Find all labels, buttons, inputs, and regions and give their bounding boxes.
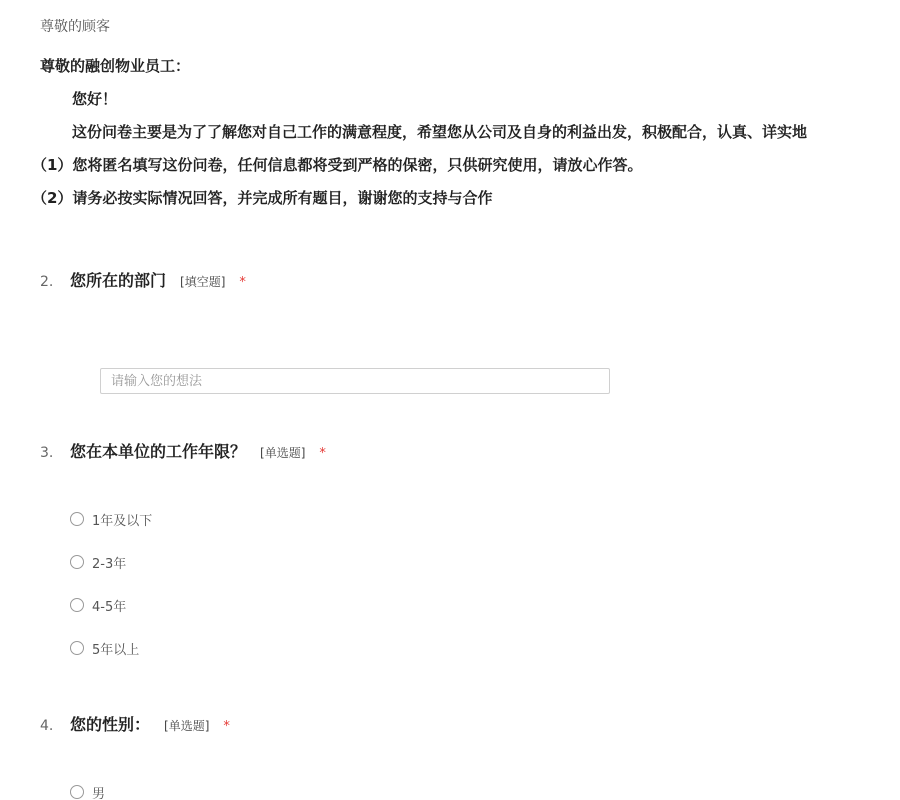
question-number: 2. (40, 274, 54, 290)
survey-intro (32, 56, 900, 221)
question-department (40, 268, 880, 290)
question-type-label: [填空题] (180, 275, 226, 289)
question-number: 3. (40, 445, 54, 461)
radio-option-male[interactable] (70, 783, 105, 800)
question-title-row (40, 268, 880, 290)
required-marker: * (319, 446, 326, 461)
radio-option-1-year-or-less[interactable] (70, 510, 152, 528)
intro-salutation: 尊敬的融创物业员工： (40, 57, 191, 75)
intro-purpose: 这份问卷主要是为了了解您对自己工作的满意程度，希望您从公司及自身的利益出发，积极配合，认真、详实地 (72, 123, 808, 141)
question-title-row (40, 712, 880, 734)
option-label: 5年以上 (92, 642, 140, 658)
question-type-label: [单选题] (164, 719, 210, 733)
intro-note-anonymous: （1）您将匿名填写这份问卷，任何信息都将受到严格的保密，只供研究使用，请放心作答。 (32, 156, 643, 174)
radio-button[interactable] (70, 785, 84, 799)
option-label: 男 (92, 786, 106, 800)
customer-greeting: 尊敬的顾客 (40, 19, 110, 35)
department-input[interactable] (100, 368, 610, 394)
radio-button[interactable] (70, 598, 84, 612)
required-marker: * (223, 719, 230, 734)
radio-option-2-3-years[interactable] (70, 553, 126, 571)
question-title: 您的性别： (70, 715, 151, 734)
question-title: 您所在的部门 (70, 271, 167, 290)
question-work-years (40, 439, 880, 658)
intro-note-answer-all: （2）请务必按实际情况回答，并完成所有题目，谢谢您的支持与合作 (32, 189, 493, 207)
question-title: 您在本单位的工作年限？ (70, 442, 247, 461)
question-type-label: [单选题] (260, 446, 306, 460)
radio-option-over-5-years[interactable] (70, 639, 139, 657)
required-marker: * (239, 275, 246, 290)
question-gender (40, 712, 880, 800)
radio-option-4-5-years[interactable] (70, 596, 126, 614)
question-title-row (40, 439, 880, 461)
radio-button[interactable] (70, 641, 84, 655)
option-label: 2-3年 (92, 556, 127, 572)
intro-hello: 您好！ (72, 90, 118, 108)
question-number: 4. (40, 718, 54, 734)
radio-button[interactable] (70, 555, 84, 569)
option-label: 1年及以下 (92, 513, 153, 529)
option-label: 4-5年 (92, 599, 127, 615)
radio-button[interactable] (70, 512, 84, 526)
